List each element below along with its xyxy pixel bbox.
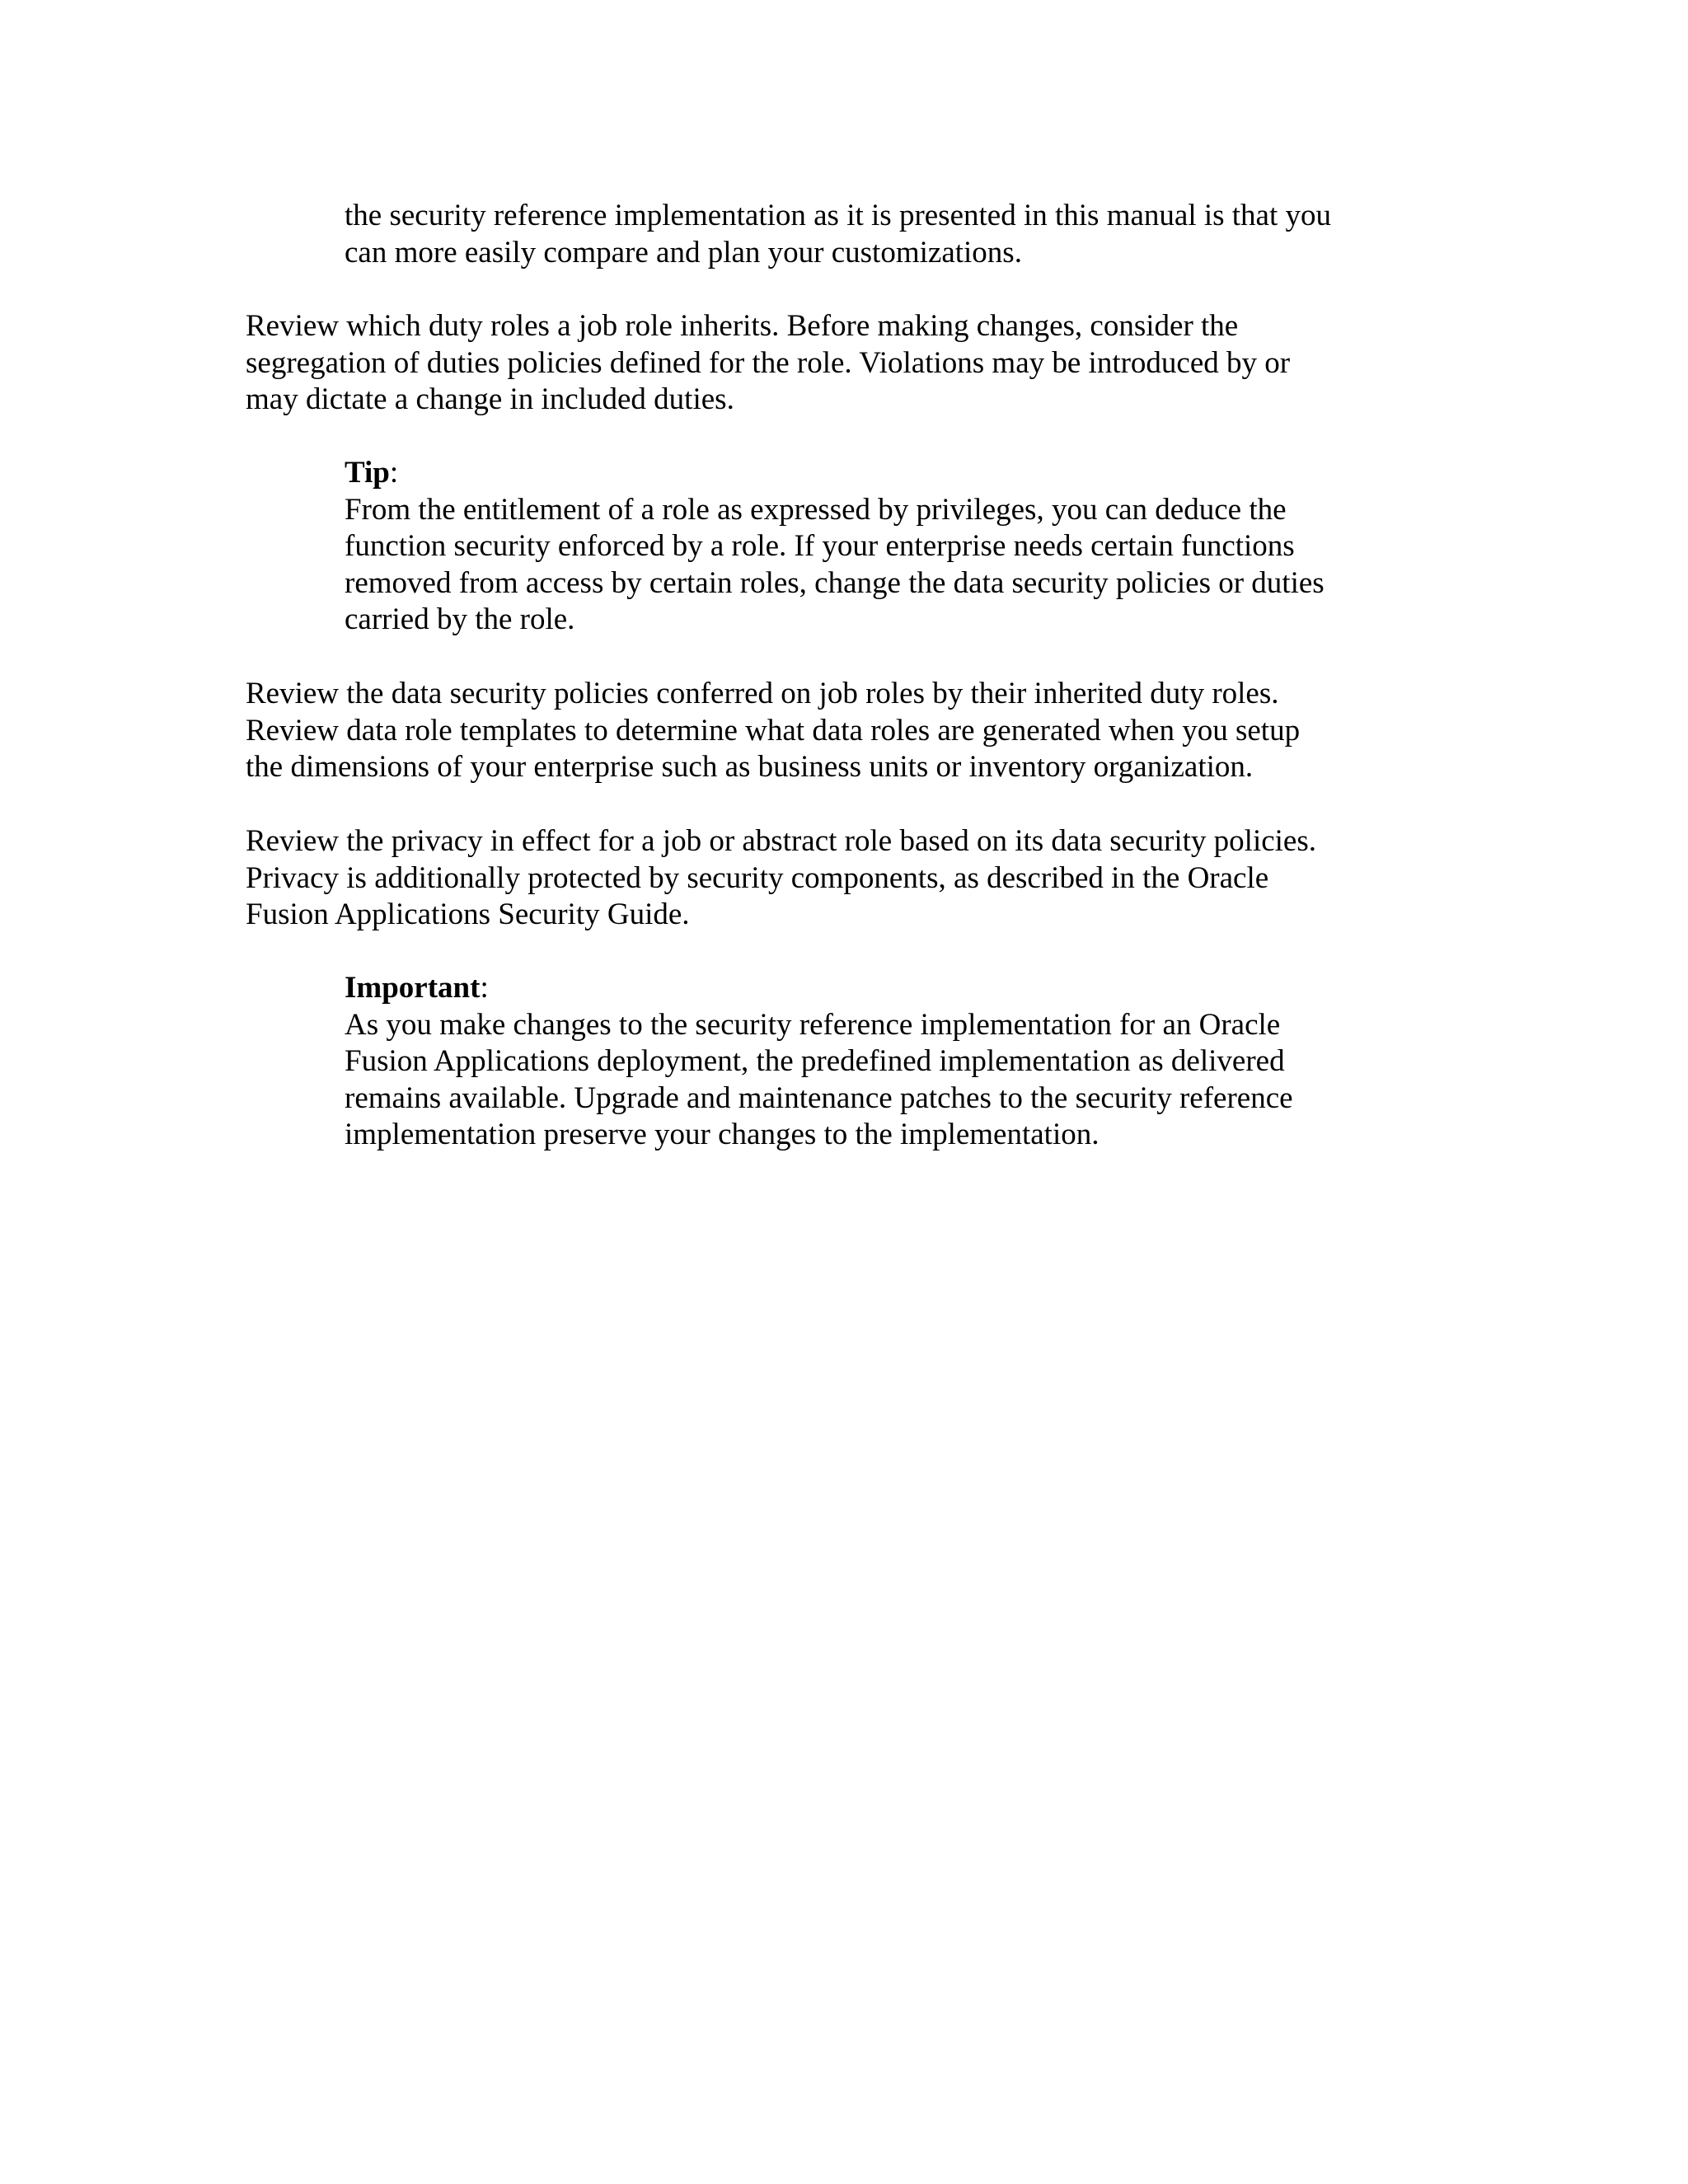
important-line: As you make changes to the security reference implementation for an Oracle (345, 1007, 1281, 1042)
tip-separator: : (389, 456, 399, 490)
important-note (345, 970, 1293, 1154)
paragraph-line: segregation of duties policies defined for the role. Violations may be introduced by or (246, 345, 1291, 380)
review-data-security-paragraph (246, 676, 1300, 786)
tip-note (345, 455, 1325, 639)
tip-line: function security enforced by a role. If your enterprise needs certain functions (345, 529, 1295, 564)
important-line: implementation preserve your changes to the implementation. (345, 1118, 1100, 1152)
important-heading (345, 970, 1293, 1007)
tip-heading (345, 455, 1325, 492)
paragraph-line: Privacy is additionally protected by security components, as described in the Oracle (246, 860, 1269, 895)
paragraph-line: Fusion Applications Security Guide. (246, 898, 690, 932)
review-privacy-paragraph (246, 823, 1316, 934)
important-separator: : (480, 971, 489, 1005)
important-line: remains available. Upgrade and maintenance patches to the security reference (345, 1080, 1293, 1115)
paragraph-line: may dictate a change in included duties. (246, 382, 734, 417)
tip-line: From the entitlement of a role as expressed by privileges, you can deduce the (345, 492, 1287, 527)
paragraph-line: the security reference implementation as it is presented in this manual is that you (345, 199, 1332, 232)
tip-line: removed from access by certain roles, change the data security policies or duties (345, 565, 1325, 600)
review-duty-roles-paragraph (246, 308, 1290, 419)
paragraph-line: can more easily compare and plan your customizations. (345, 235, 1022, 269)
paragraph-line: Review the privacy in effect for a job or abstract role based on its data security policies. (246, 824, 1316, 858)
important-line: Fusion Applications deployment, the predefined implementation as delivered (345, 1044, 1285, 1079)
paragraph-line: Review which duty roles a job role inherits. Before making changes, consider the (246, 309, 1239, 343)
paragraph-line: Review the data security policies conferred on job roles by their inherited duty roles. (246, 677, 1279, 710)
intro-continuation-paragraph (345, 198, 1331, 271)
paragraph-line: the dimensions of your enterprise such as business units or inventory organization. (246, 750, 1254, 785)
paragraph-line: Review data role templates to determine what data roles are generated when you setup (246, 713, 1301, 748)
tip-label: Tip (345, 456, 390, 490)
tip-line: carried by the role. (345, 602, 575, 637)
important-label: Important (345, 971, 481, 1005)
